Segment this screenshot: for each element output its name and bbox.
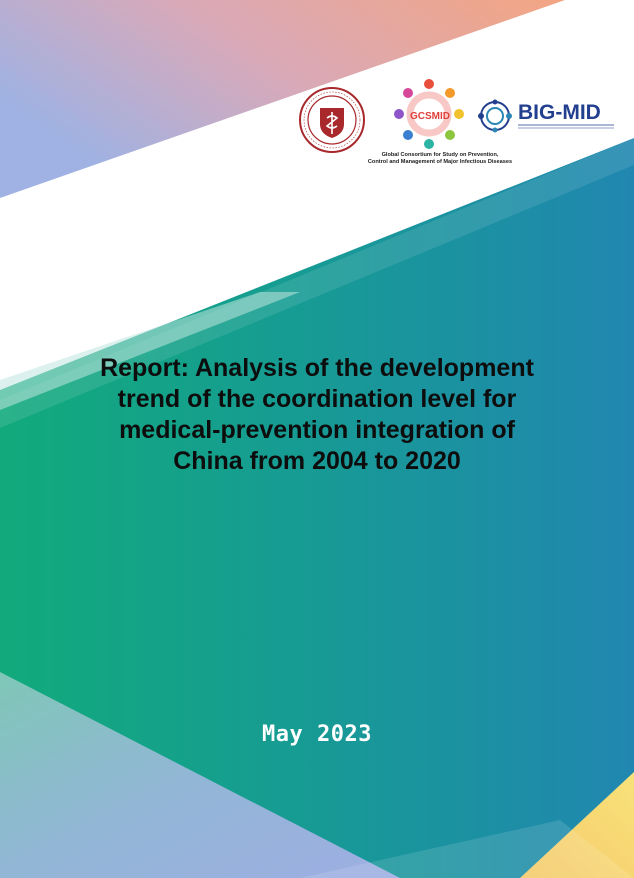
report-date: May 2023 — [262, 722, 372, 747]
title-line-3: medical-prevention integration of — [119, 416, 515, 444]
gcsmid-logo-text — [404, 108, 456, 122]
consortium-line-1: Global Consortium for Study on Prevention, — [381, 152, 499, 158]
title-line-1: Report: Analysis of the development — [100, 354, 534, 382]
bigmid-logo-text — [518, 98, 622, 124]
consortium-line-2: Control and Management of Major Infectious Diseases — [367, 159, 513, 165]
consortium-caption — [300, 152, 580, 166]
bigmid-logo-label: BIG-MID — [518, 101, 601, 124]
university-seal-icon — [298, 86, 366, 154]
title-line-2: trend of the coordination level for — [117, 385, 517, 413]
report-title — [60, 353, 574, 477]
gcsmid-logo-label: GCSMID — [410, 111, 450, 122]
title-line-4: China from 2004 to 2020 — [173, 447, 461, 475]
